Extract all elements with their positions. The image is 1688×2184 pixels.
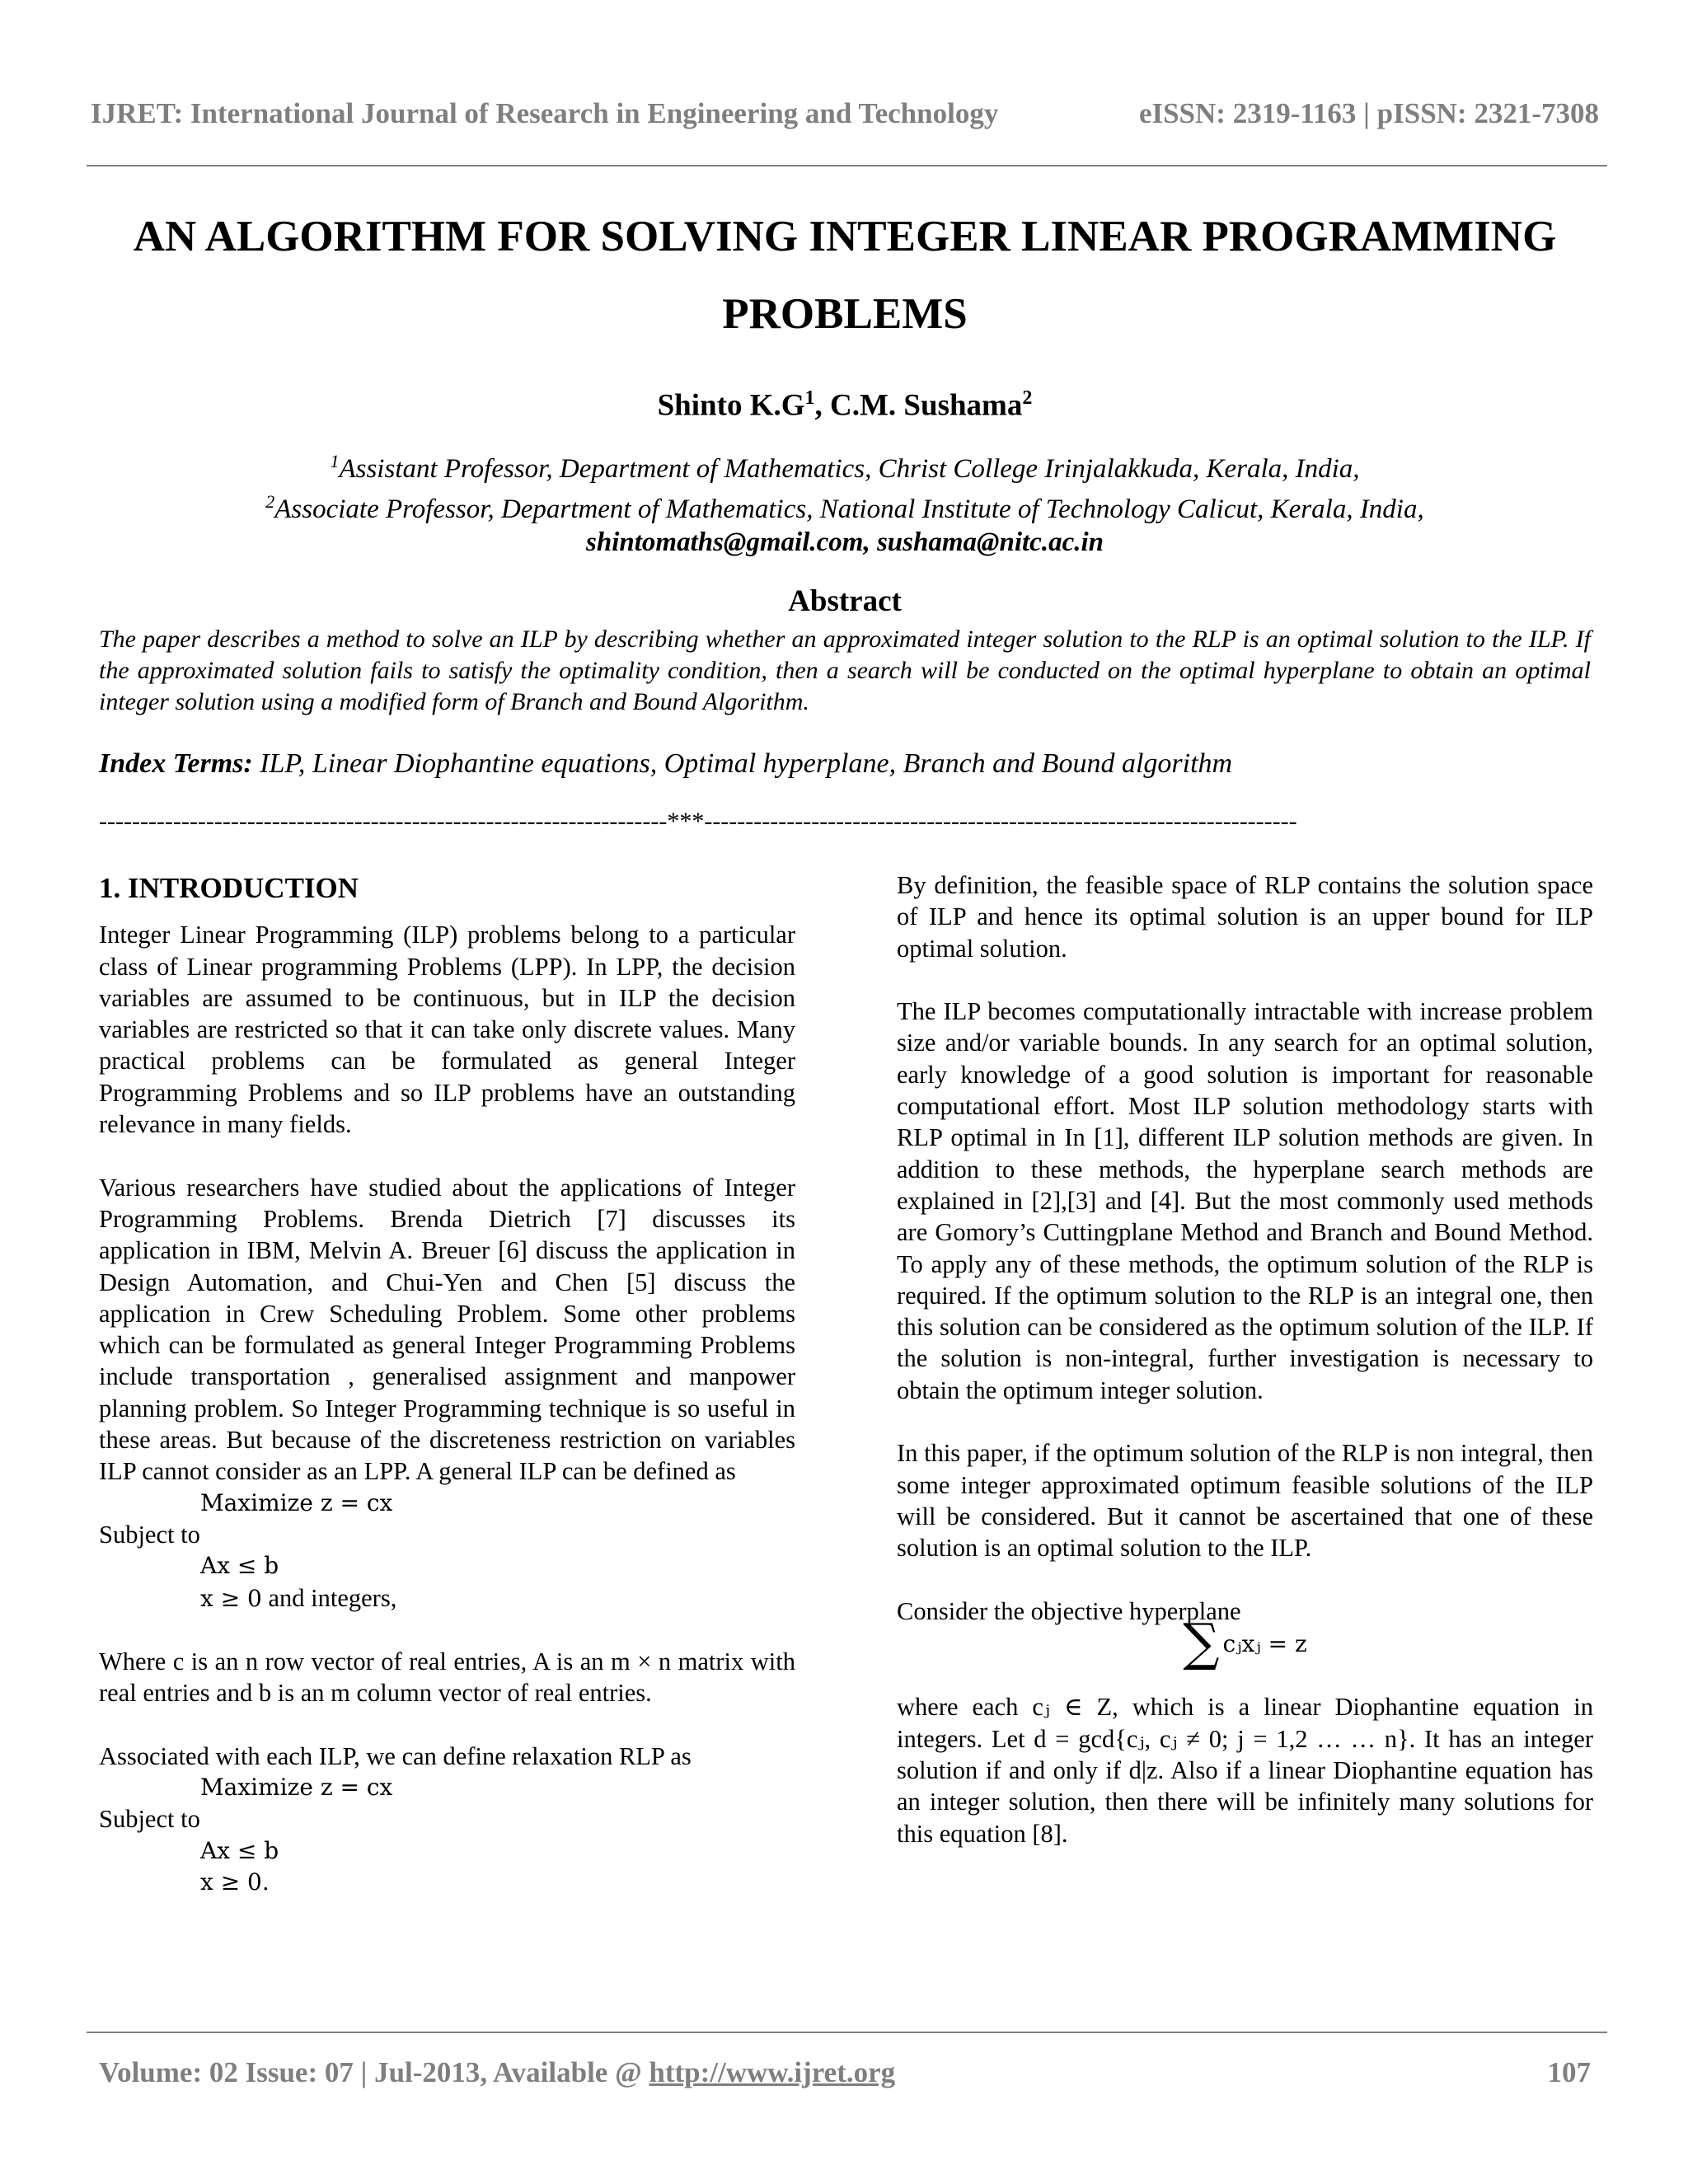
right-paragraph-2: The ILP becomes computationally intractable with increase problem size and/or variable bounds. In any search for an optimal solution, early knowledge of a good solution is important for reasonable computational effort. Most ILP solution methodology starts with RLP optimal in In [1], different ILP solution methods are given. In addition to these methods, the hyperplane search methods are explained in [2],[3] and [4]. But the most commonly used methods are Gomory’s Cuttingplane Method and Branch and Bound Method. To apply any of these methods, the optimum solution of the RLP is required. If the optimum solution to the RLP is an integral one, then this solution can be considered as the optimum solution of the ILP. If the solution is non-integral, further investigation is necessary to obtain the optimum integer solution. xyxy=(897,997,1593,1404)
section-heading-introduction: 1. INTRODUCTION xyxy=(99,872,359,904)
footer-rule xyxy=(87,2032,1607,2033)
rlp-objective: Maximize z = cx xyxy=(200,1774,393,1802)
intro-paragraph-1: Integer Linear Programming (ILP) problems belong to a particular class of Linear programming Problems (LPP). In LPP, the decision variables are assumed to be continuous, but in ILP the decision variables are restricted so that it can take only discrete values. Many practical problems can be formulated as general Integer Programming Problems and so ILP problems have an outstanding relevance in many fields. xyxy=(99,921,795,1139)
affiliation-2-text: Associate Professor, Department of Mathematics, National Institute of Technology Calicut, Kerala, India, xyxy=(274,494,1424,524)
intro-paragraph-4: Associated with each ILP, we can define relaxation RLP as xyxy=(99,1741,692,1770)
hyperplane-equation xyxy=(897,1612,1593,1673)
right-paragraph-1: By definition, the feasible space of RLP contains the solution space of ILP and hence its optimal solution is an upper bound for ILP optimal solution. xyxy=(897,871,1593,963)
ilp-constraint-2-math: x ≥ 0 xyxy=(200,1584,262,1612)
running-footer xyxy=(99,2056,1591,2089)
ilp-constraint-2 xyxy=(99,1582,795,1615)
author-1-sup: 1 xyxy=(804,387,815,409)
affiliations xyxy=(82,445,1607,559)
ilp-subject-to: Subject to xyxy=(99,1520,200,1549)
affiliation-1 xyxy=(82,445,1607,485)
abstract-heading: Abstract xyxy=(788,584,902,618)
page-number: 107 xyxy=(1547,2056,1591,2088)
author-2: C.M. Sushama xyxy=(830,388,1023,423)
header-rule xyxy=(87,165,1607,166)
authors xyxy=(82,387,1607,423)
rlp-constraint-1: Ax ≤ b xyxy=(200,1836,279,1864)
ilp-constraint-2-text: and integers, xyxy=(261,1583,397,1612)
rlp-subject-to: Subject to xyxy=(99,1805,200,1834)
abstract-text: The paper describes a method to solve an ILP by describing whether an approximated integer solution to the RLP is an optimal solution to the ILP. If the approximated solution fails to satisfy the optimality condition, then a search will be conducted on the optimal hyperplane to obtain an optimal integer solution using a modified form of Branch and Bound Algorithm. xyxy=(99,626,1591,715)
hyperplane-equation-body: cⱼxⱼ = z xyxy=(1222,1630,1307,1658)
affiliation-2-sup: 2 xyxy=(265,491,275,512)
left-column xyxy=(99,869,795,1898)
title-line-1: AN ALGORITHM FOR SOLVING INTEGER LINEAR PROGRAMMING xyxy=(133,213,1557,260)
ilp-constraint-1: Ax ≤ b xyxy=(200,1552,279,1580)
section-separator: ---------------------------------------------------------------------***------------------------------------------------------------------------ xyxy=(99,808,1297,835)
affiliation-1-text: Assistant Professor, Department of Mathematics, Christ College Irinjalakkuda, Kerala, India, xyxy=(339,454,1360,484)
issn: eISSN: 2319-1163 | pISSN: 2321-7308 xyxy=(1138,97,1599,129)
title-line-2: PROBLEMS xyxy=(722,290,968,338)
author-emails[interactable]: shintomaths@gmail.com, sushama@nitc.ac.in xyxy=(586,527,1104,557)
rlp-constraint-2: x ≥ 0. xyxy=(200,1868,270,1896)
footer-volume-text: Volume: 02 Issue: 07 | Jul-2013, Available @ xyxy=(99,2056,649,2088)
author-2-sup: 2 xyxy=(1022,387,1033,409)
right-paragraph-5: where each cⱼ ∈ Z, which is a linear Diophantine equation in integers. Let d = gcd{cⱼ, cⱼ ≠ 0; j = 1,2 … … n}. It has an integer solution if and only if d|z. Also if a linear Diophantine equation has an integer solution, then there will be infinitely many solutions for this equation [8]. xyxy=(897,1693,1593,1848)
intro-paragraph-3: Where c is an n row vector of real entries, A is an m × n matrix with real entries and b is an m column vector of real entries. xyxy=(99,1647,795,1708)
right-paragraph-3: In this paper, if the optimum solution of the RLP is non integral, then some integer approximated optimum feasible solutions of the ILP will be considered. But it cannot be ascertained that one of these solution is an optimal solution to the ILP. xyxy=(897,1439,1593,1563)
index-terms-text: ILP, Linear Diophantine equations, Optimal hyperplane, Branch and Bound algorithm xyxy=(252,748,1233,779)
paper-title xyxy=(82,198,1607,353)
affiliation-2 xyxy=(82,485,1607,526)
index-terms-label: Index Terms: xyxy=(99,748,253,779)
author-1: Shinto K.G xyxy=(657,388,805,423)
right-paragraph-4: Consider the objective hyperplane xyxy=(897,1596,1241,1625)
ilp-objective: Maximize z = cx xyxy=(200,1488,393,1516)
sigma-symbol: ∑ xyxy=(1183,1612,1220,1673)
running-header xyxy=(91,97,1599,130)
footer-volume xyxy=(99,2056,895,2089)
author-sep: , xyxy=(814,388,831,423)
journal-name: IJRET: International Journal of Research in Engineering and Technology xyxy=(91,97,999,129)
intro-paragraph-2: Various researchers have studied about the applications of Integer Programming Problems. Brenda Dietrich [7] discusses its application in IBM, Melvin A. Breuer [6] discuss the application in Design Automation, and Chui-Yen and Chen [5] discuss the application in Crew Scheduling Problem. Some other problems which can be formulated as general Integer Programming Problems include transportation , generalised assignment and manpower planning problem. So Integer Programming technique is so useful in these areas. But because of the discreteness restriction on variables ILP cannot consider as an LPP. A general ILP can be defined as xyxy=(99,1173,795,1486)
journal-link[interactable]: http://www.ijret.org xyxy=(649,2056,896,2088)
affiliation-1-sup: 1 xyxy=(330,451,340,471)
index-terms xyxy=(99,748,1591,780)
right-column xyxy=(897,869,1593,1881)
